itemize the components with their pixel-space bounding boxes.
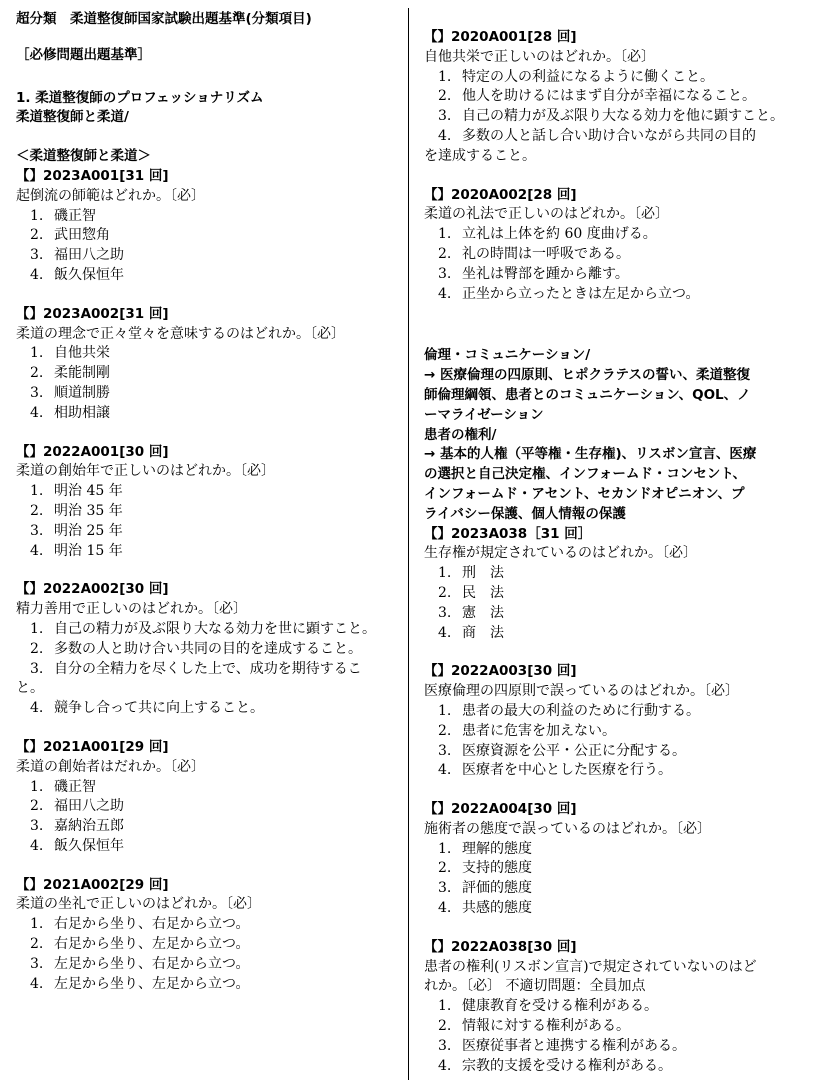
heading-subsection: ＜柔道整復師と柔道＞ [16, 148, 151, 165]
question-id: 【】2020A002[28 回] [424, 186, 577, 203]
answer-option: 3. 嘉納治五郎 [30, 818, 124, 835]
answer-option: 1. 特定の人の利益になるように働くこと。 [438, 68, 714, 85]
question-block [16, 305, 402, 424]
answer-option: 4. 共感的態度 [438, 900, 532, 917]
answer-option: 1. 立礼は上体を約 60 度曲げる。 [438, 226, 657, 243]
answer-option: 1. 磯正智 [30, 778, 96, 795]
question-id: 【】2022A002[30 回] [16, 581, 169, 598]
answer-option-continuation: を達成すること。 [424, 147, 536, 164]
question-block [424, 662, 808, 781]
question-block [424, 186, 808, 305]
answer-option: 3. 左足から坐り、右足から立つ。 [30, 955, 250, 972]
doc-title: 超分類 柔道整復師国家試験出題基準(分類項目) [16, 11, 312, 27]
answer-option: 3. 自己の精力が及ぶ限り大なる効力を他に顕すこと。 [438, 108, 784, 125]
question-text: れか。〔必〕 不適切問題：全員加点 [424, 978, 646, 995]
ethics-line: ーマライゼーション [424, 406, 544, 423]
question-text: 柔道の創始年で正しいのはどれか。〔必〕 [16, 463, 275, 480]
question-id: 【】2023A038［31 回］ [424, 525, 592, 542]
question-id: 【】2023A002[31 回] [16, 305, 169, 322]
answer-option: 3. 明治 25 年 [30, 522, 123, 539]
answer-option: 2. 武田惣角 [30, 227, 110, 244]
question-id: 【】2022A001[30 回] [16, 443, 169, 460]
ethics-heading: 倫理・コミュニケーション/ [424, 347, 591, 364]
answer-option: 1. 明治 45 年 [30, 483, 123, 500]
answer-option: 4. 商 法 [438, 624, 504, 641]
question-text: 起倒流の師範はどれか。〔必〕 [16, 187, 205, 204]
question-text: 柔道の坐礼で正しいのはどれか。〔必〕 [16, 896, 261, 913]
question-id: 【】2022A004[30 回] [424, 801, 577, 818]
answer-option: 2. 福田八之助 [30, 798, 124, 815]
answer-option: 1. 患者の最大の利益のために行動する。 [438, 702, 700, 719]
question-block [16, 443, 402, 562]
ethics-section [424, 346, 808, 524]
answer-option: 3. 自分の全精力を尽くした上で、成功を期待するこ [30, 660, 362, 677]
answer-option: 2. 多数の人と助け合い共同の目的を達成すること。 [30, 640, 362, 657]
question-id: 【】2022A038[30 回] [424, 938, 577, 955]
answer-option: 2. 右足から坐り、左足から立つ。 [30, 936, 250, 953]
answer-option: 2. 情報に対する権利がある。 [438, 1018, 630, 1035]
question-text: 柔道の創始者はだれか。〔必〕 [16, 758, 205, 775]
question-id: 【】2023A001[31 回] [16, 167, 169, 184]
question-block [424, 938, 808, 1077]
answer-option: 4. 医療者を中心とした医療を行う。 [438, 762, 672, 779]
question-block [424, 800, 808, 919]
answer-option: 1. 健康教育を受ける権利がある。 [438, 998, 658, 1015]
rights-heading: 患者の権利/ [424, 426, 497, 443]
answer-option: 2. 民 法 [438, 584, 504, 601]
answer-option: 4. 宗教的支援を受ける権利がある。 [438, 1057, 672, 1074]
heading-professionalism: 1. 柔道整復師のプロフェッショナリズム [16, 89, 264, 106]
answer-option: 4. 多数の人と話し合い助け合いながら共同の目的 [438, 127, 756, 144]
ethics-line: 師倫理綱領、患者とのコミュニケーション、QOL、ノ [424, 386, 751, 403]
answer-option: 2. 他人を助けるにはまず自分が幸福になること。 [438, 88, 756, 105]
answer-option: 3. 順道制勝 [30, 384, 110, 401]
question-id: 【】2021A002[29 回] [16, 876, 169, 893]
question-text: 精力善用で正しいのはどれか。〔必〕 [16, 601, 247, 618]
question-text: 医療倫理の四原則で誤っているのはどれか。〔必〕 [424, 683, 739, 700]
rights-line: → 基本的人権（平等権・生存権)、リスボン宣言、医療 [424, 446, 757, 463]
answer-option: 3. 評価的態度 [438, 880, 532, 897]
answer-option: 4. 飯久保恒年 [30, 837, 124, 854]
answer-option: 2. 礼の時間は一呼吸である。 [438, 245, 630, 262]
heading-judo-therapist: 柔道整復師と柔道/ [16, 109, 129, 126]
question-block [16, 876, 402, 995]
answer-option-continuation: と。 [16, 680, 44, 697]
question-block [424, 525, 808, 644]
question-text: 自他共栄で正しいのはどれか。〔必〕 [424, 48, 655, 65]
rights-line: の選択と自己決定権、インフォームド・コンセント、 [424, 466, 747, 483]
answer-option: 4. 正坐から立ったときは左足から立つ。 [438, 285, 700, 302]
answer-option: 4. 相助相譲 [30, 404, 110, 421]
rights-line: インフォームド・アセント、セカンドオピニオン、プ [424, 485, 745, 502]
answer-option: 1. 自他共栄 [30, 345, 110, 362]
question-text: 生存権が規定されているのはどれか。〔必〕 [424, 545, 697, 562]
answer-option: 1. 右足から坐り、右足から立つ。 [30, 916, 250, 933]
question-text: 柔道の礼法で正しいのはどれか。〔必〕 [424, 206, 669, 223]
answer-option: 1. 自己の精力が及ぶ限り大なる効力を世に顕すこと。 [30, 620, 376, 637]
answer-option: 2. 明治 35 年 [30, 502, 123, 519]
question-block [16, 738, 402, 857]
answer-option: 2. 支持的態度 [438, 860, 532, 877]
answer-option: 2. 患者に危害を加えない。 [438, 722, 616, 739]
answer-option: 3. 坐礼は臀部を踵から離す。 [438, 265, 629, 282]
question-text: 柔道の理念で正々堂々を意味するのはどれか。〔必〕 [16, 325, 345, 342]
question-text: 患者の権利(リスボン宣言)で規定されていないのはど [424, 958, 757, 975]
answer-option: 3. 医療従事者と連携する権利がある。 [438, 1037, 686, 1054]
question-id: 【】2021A001[29 回] [16, 738, 169, 755]
question-block [424, 28, 808, 167]
answer-option: 1. 刑 法 [438, 565, 504, 582]
question-id: 【】2020A001[28 回] [424, 29, 577, 45]
ethics-line: → 医療倫理の四原則、ヒポクラテスの誓い、柔道整復 [424, 367, 750, 384]
rights-line: ライバシー保護、個人情報の保護 [424, 505, 626, 522]
answer-option: 3. 福田八之助 [30, 247, 124, 264]
answer-option: 3. 憲 法 [438, 604, 504, 621]
section-title: ［必修問題出題基準］ [16, 46, 151, 63]
answer-option: 4. 飯久保恒年 [30, 266, 124, 283]
answer-option: 1. 磯正智 [30, 207, 96, 224]
column-divider [408, 8, 409, 1080]
question-id: 【】2022A003[30 回] [424, 663, 577, 680]
answer-option: 4. 明治 15 年 [30, 542, 123, 559]
answer-option: 4. 競争し合って共に向上すること。 [30, 700, 264, 717]
question-block [16, 167, 402, 286]
answer-option: 3. 医療資源を公平・公正に分配する。 [438, 742, 686, 759]
answer-option: 2. 柔能制剛 [30, 365, 110, 382]
answer-option: 1. 理解的態度 [438, 840, 532, 857]
right-column [424, 28, 808, 1076]
question-block [16, 580, 402, 719]
answer-option: 4. 左足から坐り、左足から立つ。 [30, 975, 250, 992]
question-text: 施術者の態度で誤っているのはどれか。〔必〕 [424, 820, 711, 837]
left-column [16, 10, 402, 994]
